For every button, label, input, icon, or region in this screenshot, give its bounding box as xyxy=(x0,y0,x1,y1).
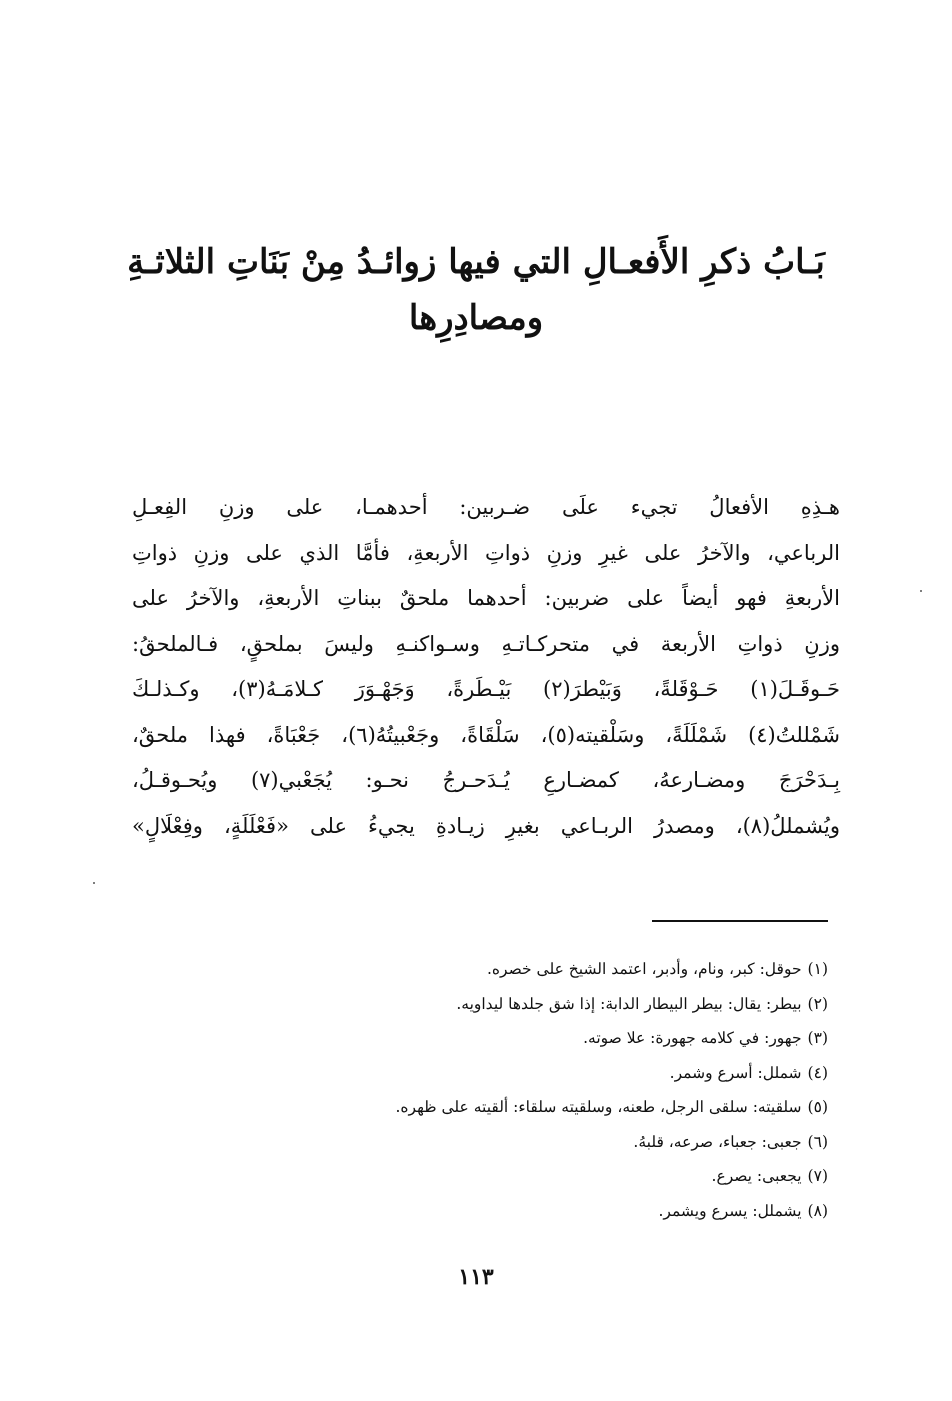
footnote-text: سلقيته: سلقى الرجل، طعنه، وسلقيته سلقاء: ألقيته على ظهره. xyxy=(395,1098,802,1116)
body-line: وزنِ ذواتِ الأربعة في متحركـاتـهِ وسـواكنـهِ وليسَ بملحقٍ، فـالملحقُ: xyxy=(132,631,840,656)
footnote-number: (٢) xyxy=(807,994,828,1013)
footnote-text: جهور: في كلامه جهورة: علا صوته. xyxy=(583,1029,802,1047)
footnotes xyxy=(200,952,828,1228)
footnote-item xyxy=(200,1021,828,1056)
chapter-title xyxy=(120,234,832,346)
footnote-item xyxy=(200,952,828,987)
footnote-text: حوقل: كبر، ونام، وأدبر، اعتمد الشيخ على خصره. xyxy=(487,960,802,978)
page-number: ١١٣ xyxy=(458,1264,494,1290)
footnote-item xyxy=(200,1159,828,1194)
chapter-title-line-1: بَـابُ ذكرِ الأَفعـالِ التي فيها زوائـدُ مِنْ بَنَاتِ الثلاثـةِ xyxy=(127,242,825,282)
body-paragraph xyxy=(132,485,840,849)
footnote-number: (٥) xyxy=(807,1098,828,1116)
body-line: الأربعةِ فهو أيضاً على ضربين: أحدهما ملحقٌ ببناتِ الأربعةِ، والآخرُ على xyxy=(132,586,840,610)
body-line: الرباعي، والآخرُ على غيرِ وزنِ ذواتِ الأربعةِ، فأمَّا الذي على وزنِ ذواتِ xyxy=(132,540,840,565)
body-line: هـذِهِ الأفعالُ تجيء علَى ضـربين: أحدهمـا، على وزنِ الفِعـلِ xyxy=(132,495,840,519)
footnote-number: (٧) xyxy=(807,1167,828,1185)
body-line: حَـوقَـلَ(١) حَـوْقَلةً، وَبَيْطرَ(٢) بَيْـطَرةً، وَجَهْـوَرَ كـلامَـهُ(٣)، وكـذلـكَ xyxy=(132,677,840,701)
footnote-number: (٤) xyxy=(807,1063,828,1082)
footnote-item xyxy=(200,1194,828,1229)
footnote-text: جعبى: جعباء، صرعه، قلبهُ. xyxy=(633,1132,802,1151)
footnote-item xyxy=(200,987,828,1022)
footnote-separator xyxy=(652,920,828,922)
footnote-number: (٦) xyxy=(807,1132,828,1151)
footnote-item xyxy=(200,1056,828,1091)
body-line: بِـدَحْرَجَ ومضـارعهُ، كمضـارعِ يُـدَحـرجُ نحـو: يُجَعْبي(٧) ويُحـوقـلُ، xyxy=(132,768,840,792)
footnote-item xyxy=(200,1090,828,1125)
footnote-number: (٨) xyxy=(807,1201,828,1220)
footnote-text: يشملل: يسرع ويشمر. xyxy=(658,1201,802,1220)
scan-speck xyxy=(920,590,922,592)
body-line: شَمْللتُ(٤) شَمْلَلَةً، وسَلْقيته(٥)، سَلْقَاةً، وجَعْبيتُهُ(٦)، جَعْبَاةً، فهذا ملحقٌ، xyxy=(132,722,841,747)
footnote-text: يجعبى: يصرع. xyxy=(711,1167,802,1185)
body-line: ويُشمللُ(٨)، ومصدرُ الربـاعي بغيرِ زيـادةِ يجيءُ على «فَعْلَلَةٍ، وفِعْلَالٍ» xyxy=(132,813,840,838)
footnote-number: (٣) xyxy=(807,1029,828,1047)
footnote-number: (١) xyxy=(807,960,828,978)
footnote-item xyxy=(200,1125,828,1160)
footnote-text: شملل: أسرع وشمر. xyxy=(669,1063,802,1082)
chapter-title-line-2: ومصادِرِها xyxy=(408,298,544,338)
scan-speck xyxy=(93,882,95,884)
footnote-text: بيطر: يقال: بيطر البيطار الدابة: إذا شق جلدها ليداويه. xyxy=(456,994,802,1013)
